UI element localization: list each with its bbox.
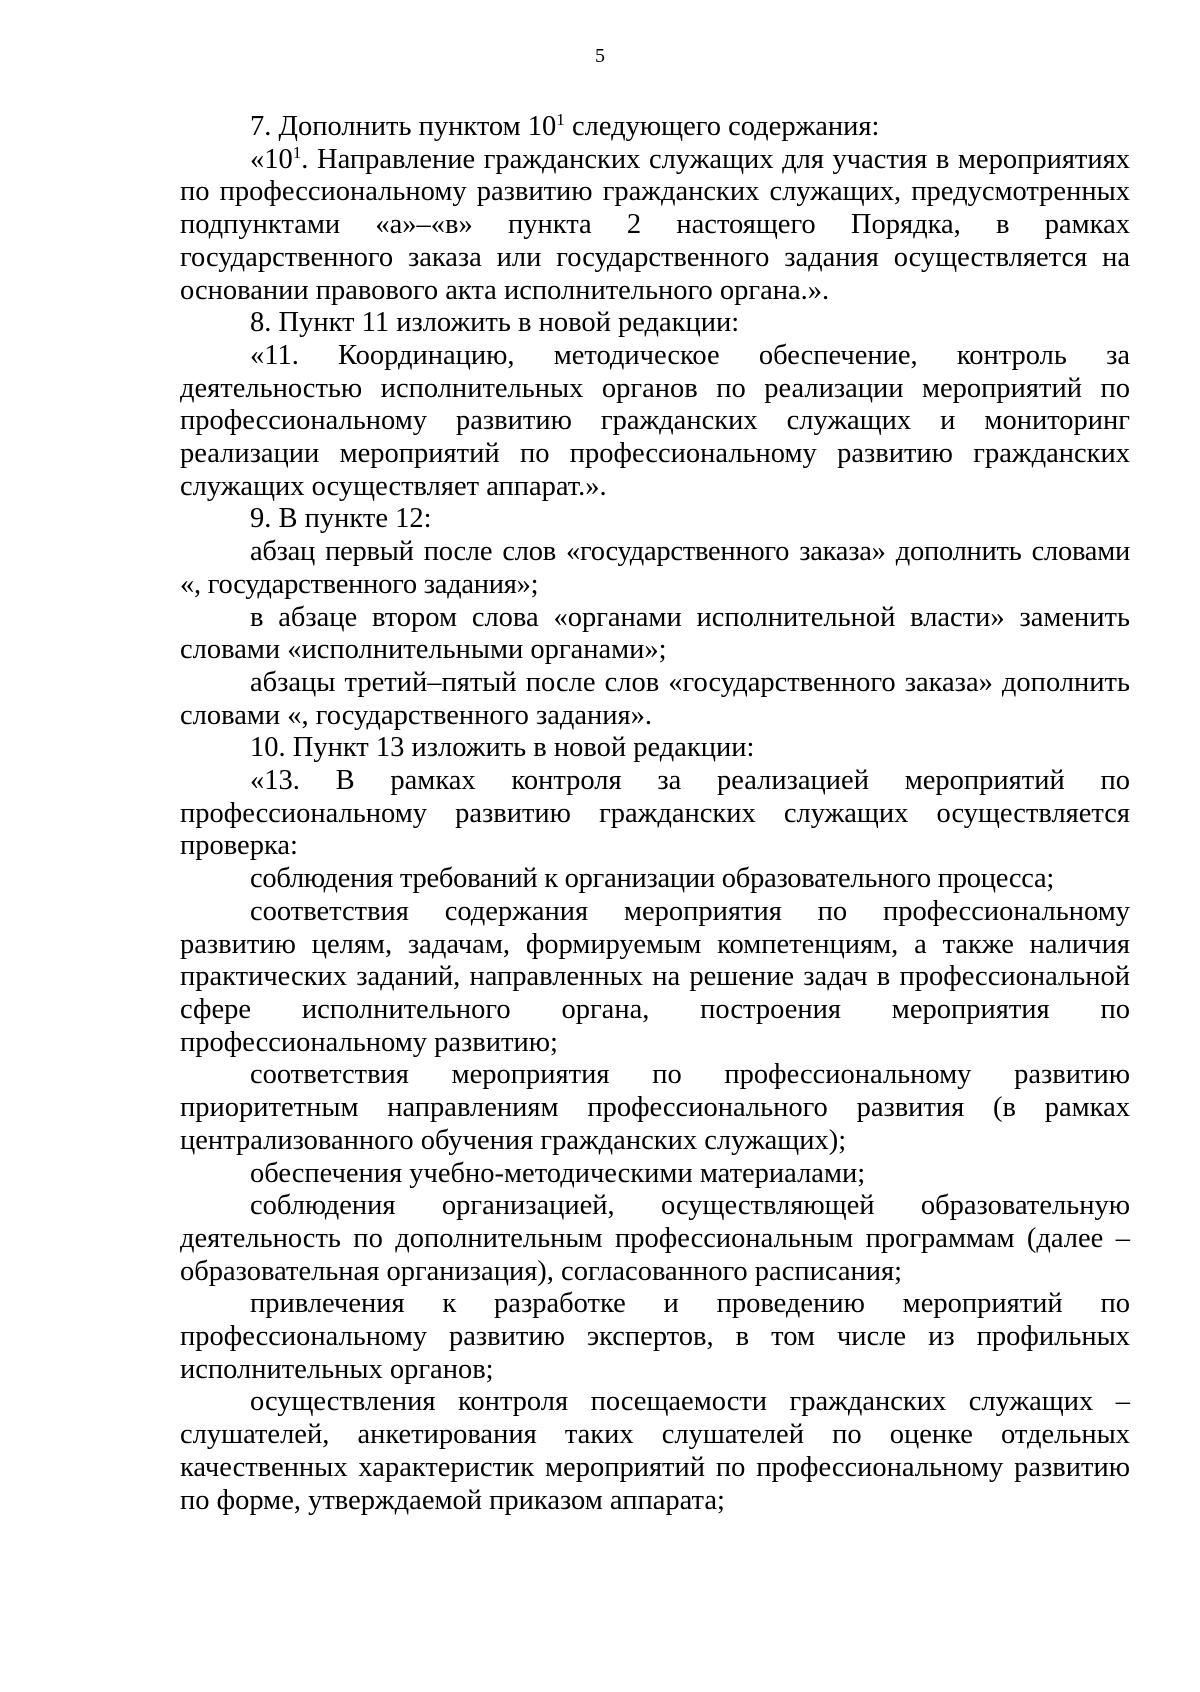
paragraph-10-1-text	[180, 144, 1130, 308]
page-number: 5	[595, 45, 605, 67]
para-10-1-post: . Направление гражданских служащих для участия в мероприятиях по профессиональному развитию гражданских служащих, предусмотренных подпунктами «а»–«в» пункта 2 настоящего Порядка, в рамках государственного заказа или государственного задания осуществляется на основании правового акта исполнительного органа.».	[180, 143, 1130, 306]
paragraph-9-item-3: абзацы третий–пятый после слов «государственного заказа» дополнить словами «, государственного задания».	[180, 666, 1130, 731]
paragraph-10-heading: 10. Пункт 13 изложить в новой редакции:	[250, 732, 755, 764]
check-item-5: соблюдения организацией, осуществляющей образовательную деятельность по дополнительным профессиональным программам (далее – образовательная организация), согласованного расписания;	[180, 1190, 1130, 1287]
paragraph-9-item-2: в абзаце втором слова «органами исполнительной власти» заменить словами «исполнительными органами»;	[180, 601, 1130, 666]
para-7-pre: 7. Дополнить пунктом 10	[250, 111, 557, 142]
check-item-3: соответствия мероприятия по профессиональному развитию приоритетным направлениям профессионального развития (в рамках централизованного обучения гражданских служащих);	[180, 1059, 1130, 1156]
superscript-1: 1	[556, 109, 565, 129]
paragraph-9-heading: 9. В пункте 12:	[250, 503, 432, 535]
paragraph-8-heading: 8. Пункт 11 изложить в новой редакции:	[250, 307, 740, 339]
check-item-1: соблюдения требований к организации образовательного процесса;	[250, 863, 1055, 895]
check-item-2: соответствия содержания мероприятия по профессиональному развитию целям, задачам, формируемым компетенциям, а также наличия практических заданий, направленных на решение задач в профессиональной сфере исполнительного органа, построения мероприятия по профессиональному развитию;	[180, 895, 1130, 1058]
para-10-1-pre: «10	[250, 143, 293, 175]
paragraph-13-text: «13. В рамках контроля за реализацией мероприятий по профессиональному развитию гражданских служащих осуществляется проверка:	[180, 765, 1130, 862]
paragraph-9-item-1: абзац первый после слов «государственного заказа» дополнить словами «, государственного задания»;	[180, 536, 1130, 600]
check-item-4: обеспечения учебно-методическими материалами;	[250, 1157, 866, 1189]
document-body	[180, 111, 1130, 1517]
superscript-1: 1	[292, 142, 302, 162]
check-item-6: привлечения к разработке и проведению мероприятий по профессиональному развитию экспертов, в том числе из профильных исполнительных органов;	[180, 1288, 1130, 1385]
paragraph-7-heading	[180, 111, 1130, 144]
paragraph-11-text: «11. Координацию, методическое обеспечение, контроль за деятельностью исполнительных органов по реализации мероприятий по профессиональному развитию гражданских служащих и мониторинг реализации мероприятий по профессиональному развитию гражданских служащих осуществляет аппарат.».	[180, 339, 1130, 502]
check-item-7: осуществления контроля посещаемости гражданских служащих – слушателей, анкетирования таких слушателей по оценке отдельных качественных характеристик мероприятий по профессиональному развитию по форме, утверждаемой приказом аппарата;	[180, 1386, 1130, 1516]
para-7-post: следующего содержания:	[564, 111, 880, 142]
